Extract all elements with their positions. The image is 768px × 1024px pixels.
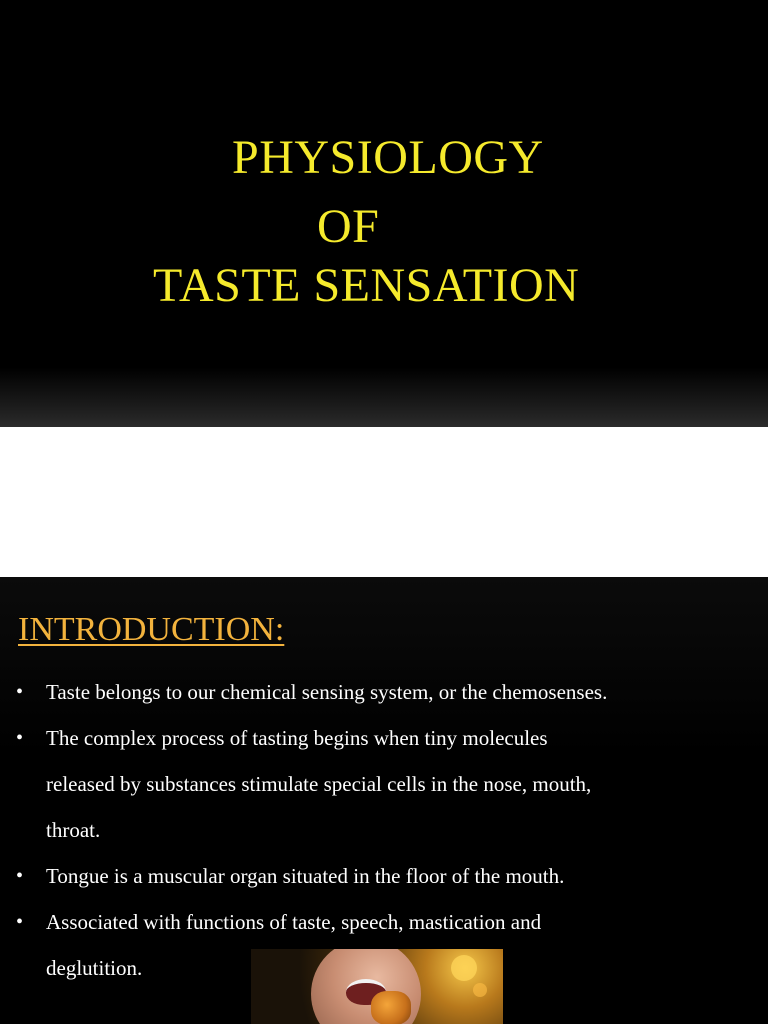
bullet-text-line: throat. [46, 818, 101, 842]
food-illustration [371, 991, 411, 1024]
bullet-item [14, 669, 754, 715]
bullet-item [14, 715, 754, 853]
bullet-icon: • [16, 911, 24, 933]
bullet-text-line: Tongue is a muscular organ situated in the floor of the mouth. [46, 864, 565, 888]
title-line-2: OF [317, 200, 380, 253]
bullet-list [14, 669, 754, 991]
title-slide [0, 0, 768, 427]
bullet-text-line: Associated with functions of taste, speech, mastication and [46, 910, 542, 934]
bullet-text-line: The complex process of tasting begins when tiny molecules [46, 726, 548, 750]
bullet-item [14, 853, 754, 899]
slide-heading: INTRODUCTION: [18, 611, 285, 648]
bokeh-light [451, 955, 477, 981]
bullet-icon: • [16, 681, 24, 703]
slide-gap [0, 427, 768, 577]
bullet-text-line: Taste belongs to our chemical sensing system, or the chemosenses. [46, 680, 608, 704]
introduction-slide [0, 577, 768, 1024]
bullet-text-line: deglutition. [46, 956, 143, 980]
bullet-text-line: released by substances stimulate special cells in the nose, mouth, [46, 772, 592, 796]
tasting-photo [251, 949, 503, 1024]
bullet-icon: • [16, 865, 24, 887]
title-line-1: PHYSIOLOGY [232, 131, 544, 184]
title-line-3: TASTE SENSATION [153, 259, 580, 312]
bokeh-light [473, 983, 487, 997]
bullet-icon: • [16, 727, 24, 749]
